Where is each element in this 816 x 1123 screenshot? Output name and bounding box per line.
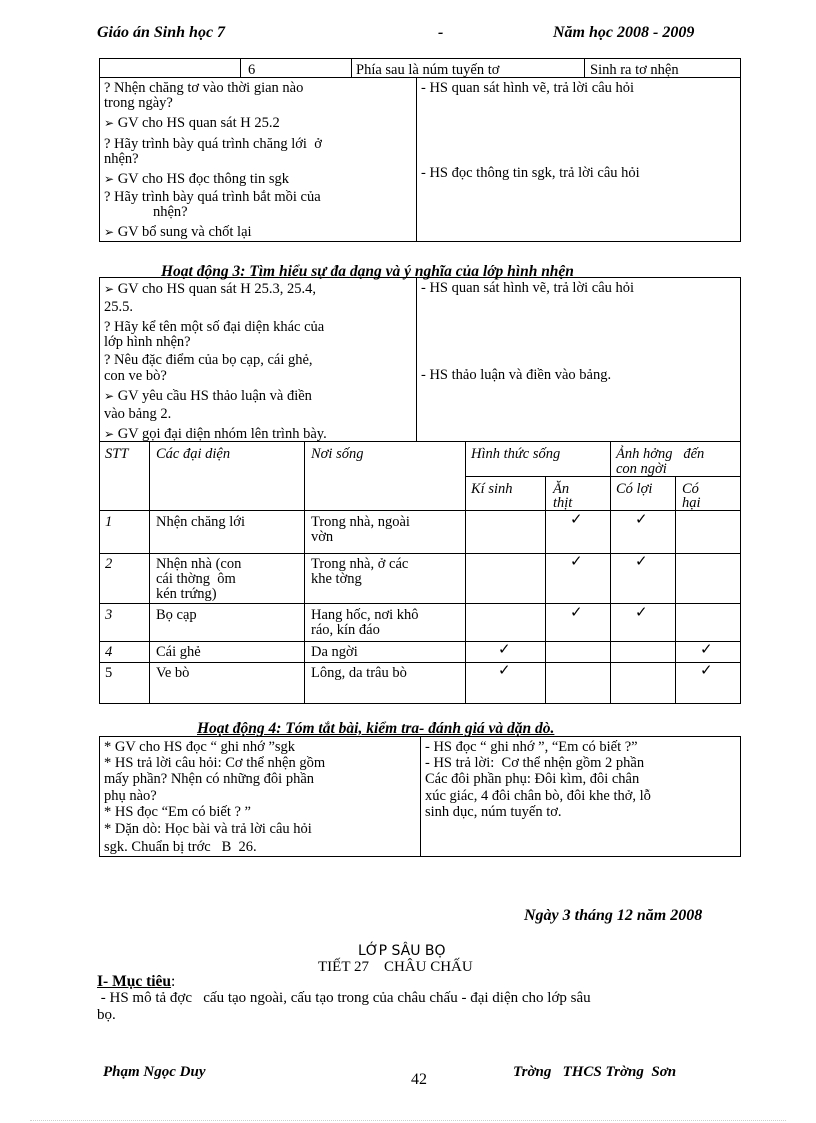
col-header-habitat: Nơi sống bbox=[311, 446, 364, 462]
t4-left-line: mấy phần? Nhện có những đôi phần bbox=[104, 771, 315, 787]
col-header-parasitic: Kí sinh bbox=[471, 481, 513, 497]
row-habitat: Trong nhà, ngoài bbox=[311, 514, 410, 530]
arrow-bullet-icon: ➢ bbox=[104, 427, 115, 441]
row-stt: 4 bbox=[105, 644, 113, 660]
row-representative: Nhện nhà (con bbox=[156, 556, 242, 572]
class-title: LỚP SÂU BỌ bbox=[358, 943, 446, 959]
col-header-influence: Ảnh hởng đến bbox=[616, 446, 705, 462]
activity-3-title: Hoạt động 3: Tìm hiểu sự đa dạng và ý nghĩa của lớp hình nhện bbox=[161, 263, 574, 280]
row-stt: 3 bbox=[105, 607, 113, 623]
t4-left-line: * HS đọc “Em có biết ? ” bbox=[104, 804, 251, 820]
check-mark-icon: ✓ bbox=[700, 661, 713, 679]
check-mark-icon: ✓ bbox=[635, 603, 648, 621]
t1-left-line: ? Hãy trình bày quá trình chăng lới ở bbox=[104, 136, 322, 152]
arrow-bullet-icon: ➢ bbox=[104, 389, 115, 403]
t3-right-line: - HS thảo luận và điền vào bảng. bbox=[421, 367, 612, 383]
row-stt: 2 bbox=[105, 556, 113, 572]
col-header-harmful: hại bbox=[682, 495, 701, 511]
lesson-date: Ngày 3 tháng 12 năm 2008 bbox=[524, 907, 703, 924]
header-school-year: Năm học 2008 - 2009 bbox=[553, 24, 695, 41]
row-habitat: Hang hốc, nơi khô bbox=[311, 607, 419, 623]
check-mark-icon: ✓ bbox=[498, 661, 511, 679]
row-representative: kén trứng) bbox=[156, 586, 217, 602]
t4-left-line: * HS trả lời câu hỏi: Cơ thể nhện gồm bbox=[104, 755, 326, 771]
t4-left-line: * GV cho HS đọc “ ghi nhớ ”sgk bbox=[104, 739, 296, 755]
arrow-bullet-icon: ➢ bbox=[104, 116, 115, 130]
objectives-line: bọ. bbox=[97, 1007, 116, 1023]
lesson-title: TIẾT 27 CHÂU CHẤU bbox=[318, 959, 473, 975]
row-habitat: Trong nhà, ở các bbox=[311, 556, 409, 572]
check-mark-icon: ✓ bbox=[700, 640, 713, 658]
row-habitat: ráo, kín đáo bbox=[311, 622, 380, 638]
t1-right-line: - HS quan sát hình vẽ, trả lời câu hỏi bbox=[421, 80, 635, 96]
col-header-representative: Các đại diện bbox=[156, 446, 231, 462]
t4-left-line: * Dặn dò: Học bài và trả lời câu hỏi bbox=[104, 821, 312, 837]
t3-left-line: lớp hình nhện? bbox=[104, 334, 191, 350]
row-habitat: Da ngời bbox=[311, 644, 358, 660]
t1-left-line: GV cho HS đọc thông tin sgk bbox=[117, 171, 290, 187]
t3-left-line: ? Nêu đặc điểm của bọ cạp, cái ghẻ, bbox=[104, 352, 313, 368]
arrow-bullet-icon: ➢ bbox=[104, 172, 115, 186]
t1-left-line: nhện? bbox=[153, 204, 188, 220]
col-header-harmful: Có bbox=[682, 481, 699, 497]
row-representative: Ve bò bbox=[156, 665, 190, 681]
col-header-beneficial: Có lợi bbox=[616, 481, 653, 497]
t3-left-line: GV cho HS quan sát H 25.3, 25.4, bbox=[117, 281, 316, 297]
top-row-position: Phía sau là núm tuyến tơ bbox=[356, 62, 500, 78]
col-header-lifestyle: Hình thức sống bbox=[471, 446, 561, 462]
row-representative: Cái ghẻ bbox=[156, 644, 201, 660]
footer-author: Phạm Ngọc Duy bbox=[103, 1064, 206, 1080]
objectives-heading: I- Mục tiêu bbox=[97, 973, 172, 990]
col-header-stt: STT bbox=[105, 446, 129, 462]
row-habitat: vờn bbox=[311, 529, 334, 545]
t4-right-line: Các đôi phần phụ: Đôi kìm, đôi chân bbox=[425, 771, 640, 787]
header-separator: - bbox=[438, 24, 444, 41]
arrow-bullet-icon: ➢ bbox=[104, 282, 115, 296]
t1-left-line: ? Nhện chăng tơ vào thời gian nào bbox=[104, 80, 304, 96]
check-mark-icon: ✓ bbox=[570, 603, 583, 621]
t4-right-line: xúc giác, 4 đôi chân bò, đôi khe thở, lỗ bbox=[425, 788, 651, 804]
col-header-predator: Ăn bbox=[553, 481, 570, 497]
header-subject: Giáo án Sinh học 7 bbox=[97, 24, 226, 41]
t4-right-line: sinh dục, núm tuyến tơ. bbox=[425, 804, 562, 820]
objectives-colon: : bbox=[171, 973, 176, 990]
t1-left-line: trong ngày? bbox=[104, 95, 173, 111]
t3-right-line: - HS quan sát hình vẽ, trả lời câu hỏi bbox=[421, 280, 635, 296]
row-representative: Bọ cạp bbox=[156, 607, 197, 623]
t3-left-line: GV yêu cầu HS thảo luận và điền bbox=[117, 388, 312, 404]
check-mark-icon: ✓ bbox=[635, 510, 648, 528]
row-representative: Nhện chăng lới bbox=[156, 514, 246, 530]
t1-left-line: nhện? bbox=[104, 151, 139, 167]
check-mark-icon: ✓ bbox=[498, 640, 511, 658]
t1-right-line: - HS đọc thông tin sgk, trả lời câu hỏi bbox=[421, 165, 640, 181]
t4-right-line: - HS đọc “ ghi nhớ ”, “Em có biết ?” bbox=[425, 739, 638, 755]
row-representative: cái thờng ôm bbox=[156, 571, 236, 587]
row-habitat: khe tờng bbox=[311, 571, 362, 587]
t3-left-line: GV gọi đại diện nhóm lên trình bày. bbox=[117, 426, 327, 442]
top-row-number: 6 bbox=[248, 62, 256, 78]
top-row-function: Sinh ra tơ nhện bbox=[590, 62, 679, 78]
objectives-line: - HS mô tả đợc cấu tạo ngoài, cấu tạo trong của châu chấu - đại diện cho lớp sâu bbox=[97, 990, 591, 1006]
col-header-predator: thịt bbox=[553, 495, 573, 511]
page-bottom-edge bbox=[30, 1120, 786, 1121]
arrow-bullet-icon: ➢ bbox=[104, 225, 115, 239]
check-mark-icon: ✓ bbox=[570, 510, 583, 528]
check-mark-icon: ✓ bbox=[570, 552, 583, 570]
page-number: 42 bbox=[411, 1071, 427, 1088]
row-stt: 1 bbox=[105, 514, 113, 530]
t3-left-line: con ve bò? bbox=[104, 368, 167, 384]
t3-left-line: ? Hãy kể tên một số đại diện khác của bbox=[104, 319, 325, 335]
t1-left-line: GV cho HS quan sát H 25.2 bbox=[117, 115, 280, 131]
check-mark-icon: ✓ bbox=[635, 552, 648, 570]
t1-left-line: ? Hãy trình bày quá trình bắt mồi của bbox=[104, 189, 321, 205]
t3-left-line: vào bảng 2. bbox=[104, 406, 172, 422]
t1-left-line: GV bổ sung và chốt lại bbox=[117, 224, 252, 240]
row-habitat: Lông, da trâu bò bbox=[311, 665, 407, 681]
footer-school: Trờng THCS Trờng Sơn bbox=[513, 1064, 677, 1080]
col-header-influence: con ngời bbox=[616, 461, 667, 477]
t4-right-line: - HS trả lời: Cơ thể nhện gồm 2 phần bbox=[425, 755, 645, 771]
activity-4-title: Hoạt động 4: Tóm tắt bài, kiểm tra- đánh giá và dặn dò. bbox=[197, 720, 555, 737]
t3-left-line: 25.5. bbox=[104, 299, 133, 315]
row-stt: 5 bbox=[105, 665, 113, 681]
t4-left-line: sgk. Chuẩn bị trớc B 26. bbox=[104, 839, 257, 855]
t4-left-line: phụ nào? bbox=[104, 788, 157, 804]
